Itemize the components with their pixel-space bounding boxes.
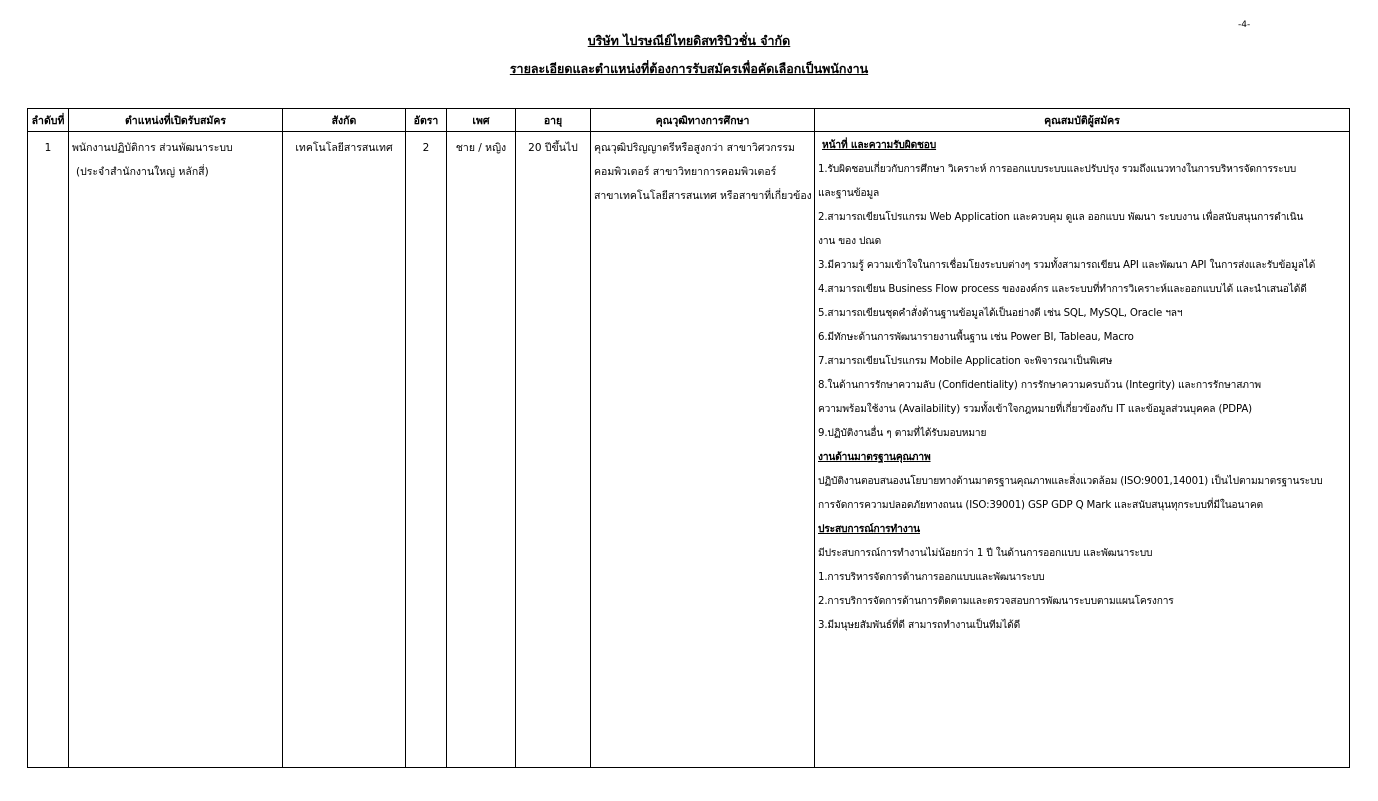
header-qualifications: คุณสมบัติผู้สมัคร [815, 109, 1350, 132]
header-department: สังกัด [283, 109, 406, 132]
quality-heading: งานด้านมาตรฐานคุณภาพ [818, 452, 931, 463]
quality-line: การจัดการความปลอดภัยทางถนน (ISO:39001) GSP GDP Q Mark และสนับสนุนทุกระบบที่มีในอนาคต [818, 500, 1264, 511]
header-position: ตำแหน่งที่เปิดรับสมัคร [69, 109, 283, 132]
duty-line: 3.มีความรู้ ความเข้าใจในการเชื่อมโยงระบบต่างๆ รวมทั้งสามารถเขียน API และพัฒนา API ในการส่งและรับข้อมูลได้ [818, 260, 1316, 271]
experience-line: 1.การบริหารจัดการด้านการออกแบบและพัฒนาระบบ [818, 572, 1045, 583]
header-age: อายุ [516, 109, 591, 132]
cell-rate: 2 [406, 132, 447, 768]
position-location: (ประจำสำนักงานใหญ่ หลักสี่) [76, 166, 209, 178]
duty-line: และฐานข้อมูล [818, 188, 880, 199]
cell-qualifications [815, 132, 1350, 768]
cell-age: 20 ปีขึ้นไป [516, 132, 591, 768]
education-line: สาขาเทคโนโลยีสารสนเทศ หรือสาขาที่เกี่ยวข้อง [594, 190, 812, 202]
header-no: ลำดับที่ [28, 109, 69, 132]
duty-line: 9.ปฏิบัติงานอื่น ๆ ตามที่ได้รับมอบหมาย [818, 428, 987, 439]
header-gender: เพศ [447, 109, 516, 132]
duty-line: 8.ในด้านการรักษาความลับ (Confidentiality) การรักษาความครบถ้วน (Integrity) และการรักษาสภาพ [818, 380, 1261, 391]
header-education: คุณวุฒิทางการศึกษา [591, 109, 815, 132]
cell-education [591, 132, 815, 768]
duty-line: 7.สามารถเขียนโปรแกรม Mobile Application จะพิจารณาเป็นพิเศษ [818, 356, 1113, 367]
experience-line: มีประสบการณ์การทำงานไม่น้อยกว่า 1 ปี ในด้านการออกแบบ และพัฒนาระบบ [818, 548, 1153, 559]
header-rate: อัตรา [406, 109, 447, 132]
cell-department: เทคโนโลยีสารสนเทศ [283, 132, 406, 768]
cell-no: 1 [28, 132, 69, 768]
experience-heading: ประสบการณ์การทำงาน [818, 524, 920, 535]
page-number: -4- [1238, 20, 1251, 30]
duty-line: ความพร้อมใช้งาน (Availability) รวมทั้งเข้าใจกฎหมายที่เกี่ยวข้องกับ IT และข้อมูลส่วนบุคคล (PDPA) [818, 404, 1252, 415]
duty-line: 5.สามารถเขียนชุดคำสั่งด้านฐานข้อมูลได้เป็นอย่างดี เช่น SQL, MySQL, Oracle ฯลฯ [818, 308, 1183, 319]
company-title: บริษัท ไปรษณีย์ไทยดิสทริบิวชั่น จำกัด [587, 33, 791, 48]
education-line: คุณวุฒิปริญญาตรีหรือสูงกว่า สาขาวิศวกรรม [594, 142, 795, 154]
education-line: คอมพิวเตอร์ สาขาวิทยาการคอมพิวเตอร์ [594, 166, 777, 178]
duties-heading: หน้าที่ และความรับผิดชอบ [822, 140, 937, 151]
duty-line: งาน ของ ปณด [818, 236, 882, 247]
job-details-table [27, 108, 1350, 768]
experience-line: 3.มีมนุษยสัมพันธ์ที่ดี สามารถทำงานเป็นทีมได้ดี [818, 620, 1021, 631]
duty-line: 1.รับผิดชอบเกี่ยวกับการศึกษา วิเคราะห์ การออกแบบระบบและปรับปรุง รวมถึงแนวทางในการบริหารจัดการระบบ [818, 164, 1297, 175]
cell-position [69, 132, 283, 768]
position-title: พนักงานปฏิบัติการ ส่วนพัฒนาระบบ [72, 142, 233, 154]
cell-gender: ชาย / หญิง [447, 132, 516, 768]
duty-line: 6.มีทักษะด้านการพัฒนารายงานพื้นฐาน เช่น Power BI, Tableau, Macro [818, 332, 1134, 343]
quality-line: ปฏิบัติงานตอบสนองนโยบายทางด้านมาตรฐานคุณภาพและสิ่งแวดล้อม (ISO:9001,14001) เป็นไปตามมาตรฐานระบบ [818, 476, 1323, 487]
duty-line: 4.สามารถเขียน Business Flow process ขององค์กร และระบบที่ทำการวิเคราะห์และออกแบบได้ และนำเสนอได้ดี [818, 284, 1307, 295]
experience-line: 2.การบริการจัดการด้านการติดตามและตรวจสอบการพัฒนาระบบตามแผนโครงการ [818, 596, 1174, 607]
duty-line: 2.สามารถเขียนโปรแกรม Web Application และควบคุม ดูแล ออกแบบ พัฒนา ระบบงาน เพื่อสนับสนุนการดำเนิน [818, 212, 1304, 223]
table-header-row [28, 109, 1350, 132]
table-row [28, 132, 1350, 768]
document-subtitle: รายละเอียดและตำแหน่งที่ต้องการรับสมัครเพื่อคัดเลือกเป็นพนักงาน [509, 61, 869, 76]
